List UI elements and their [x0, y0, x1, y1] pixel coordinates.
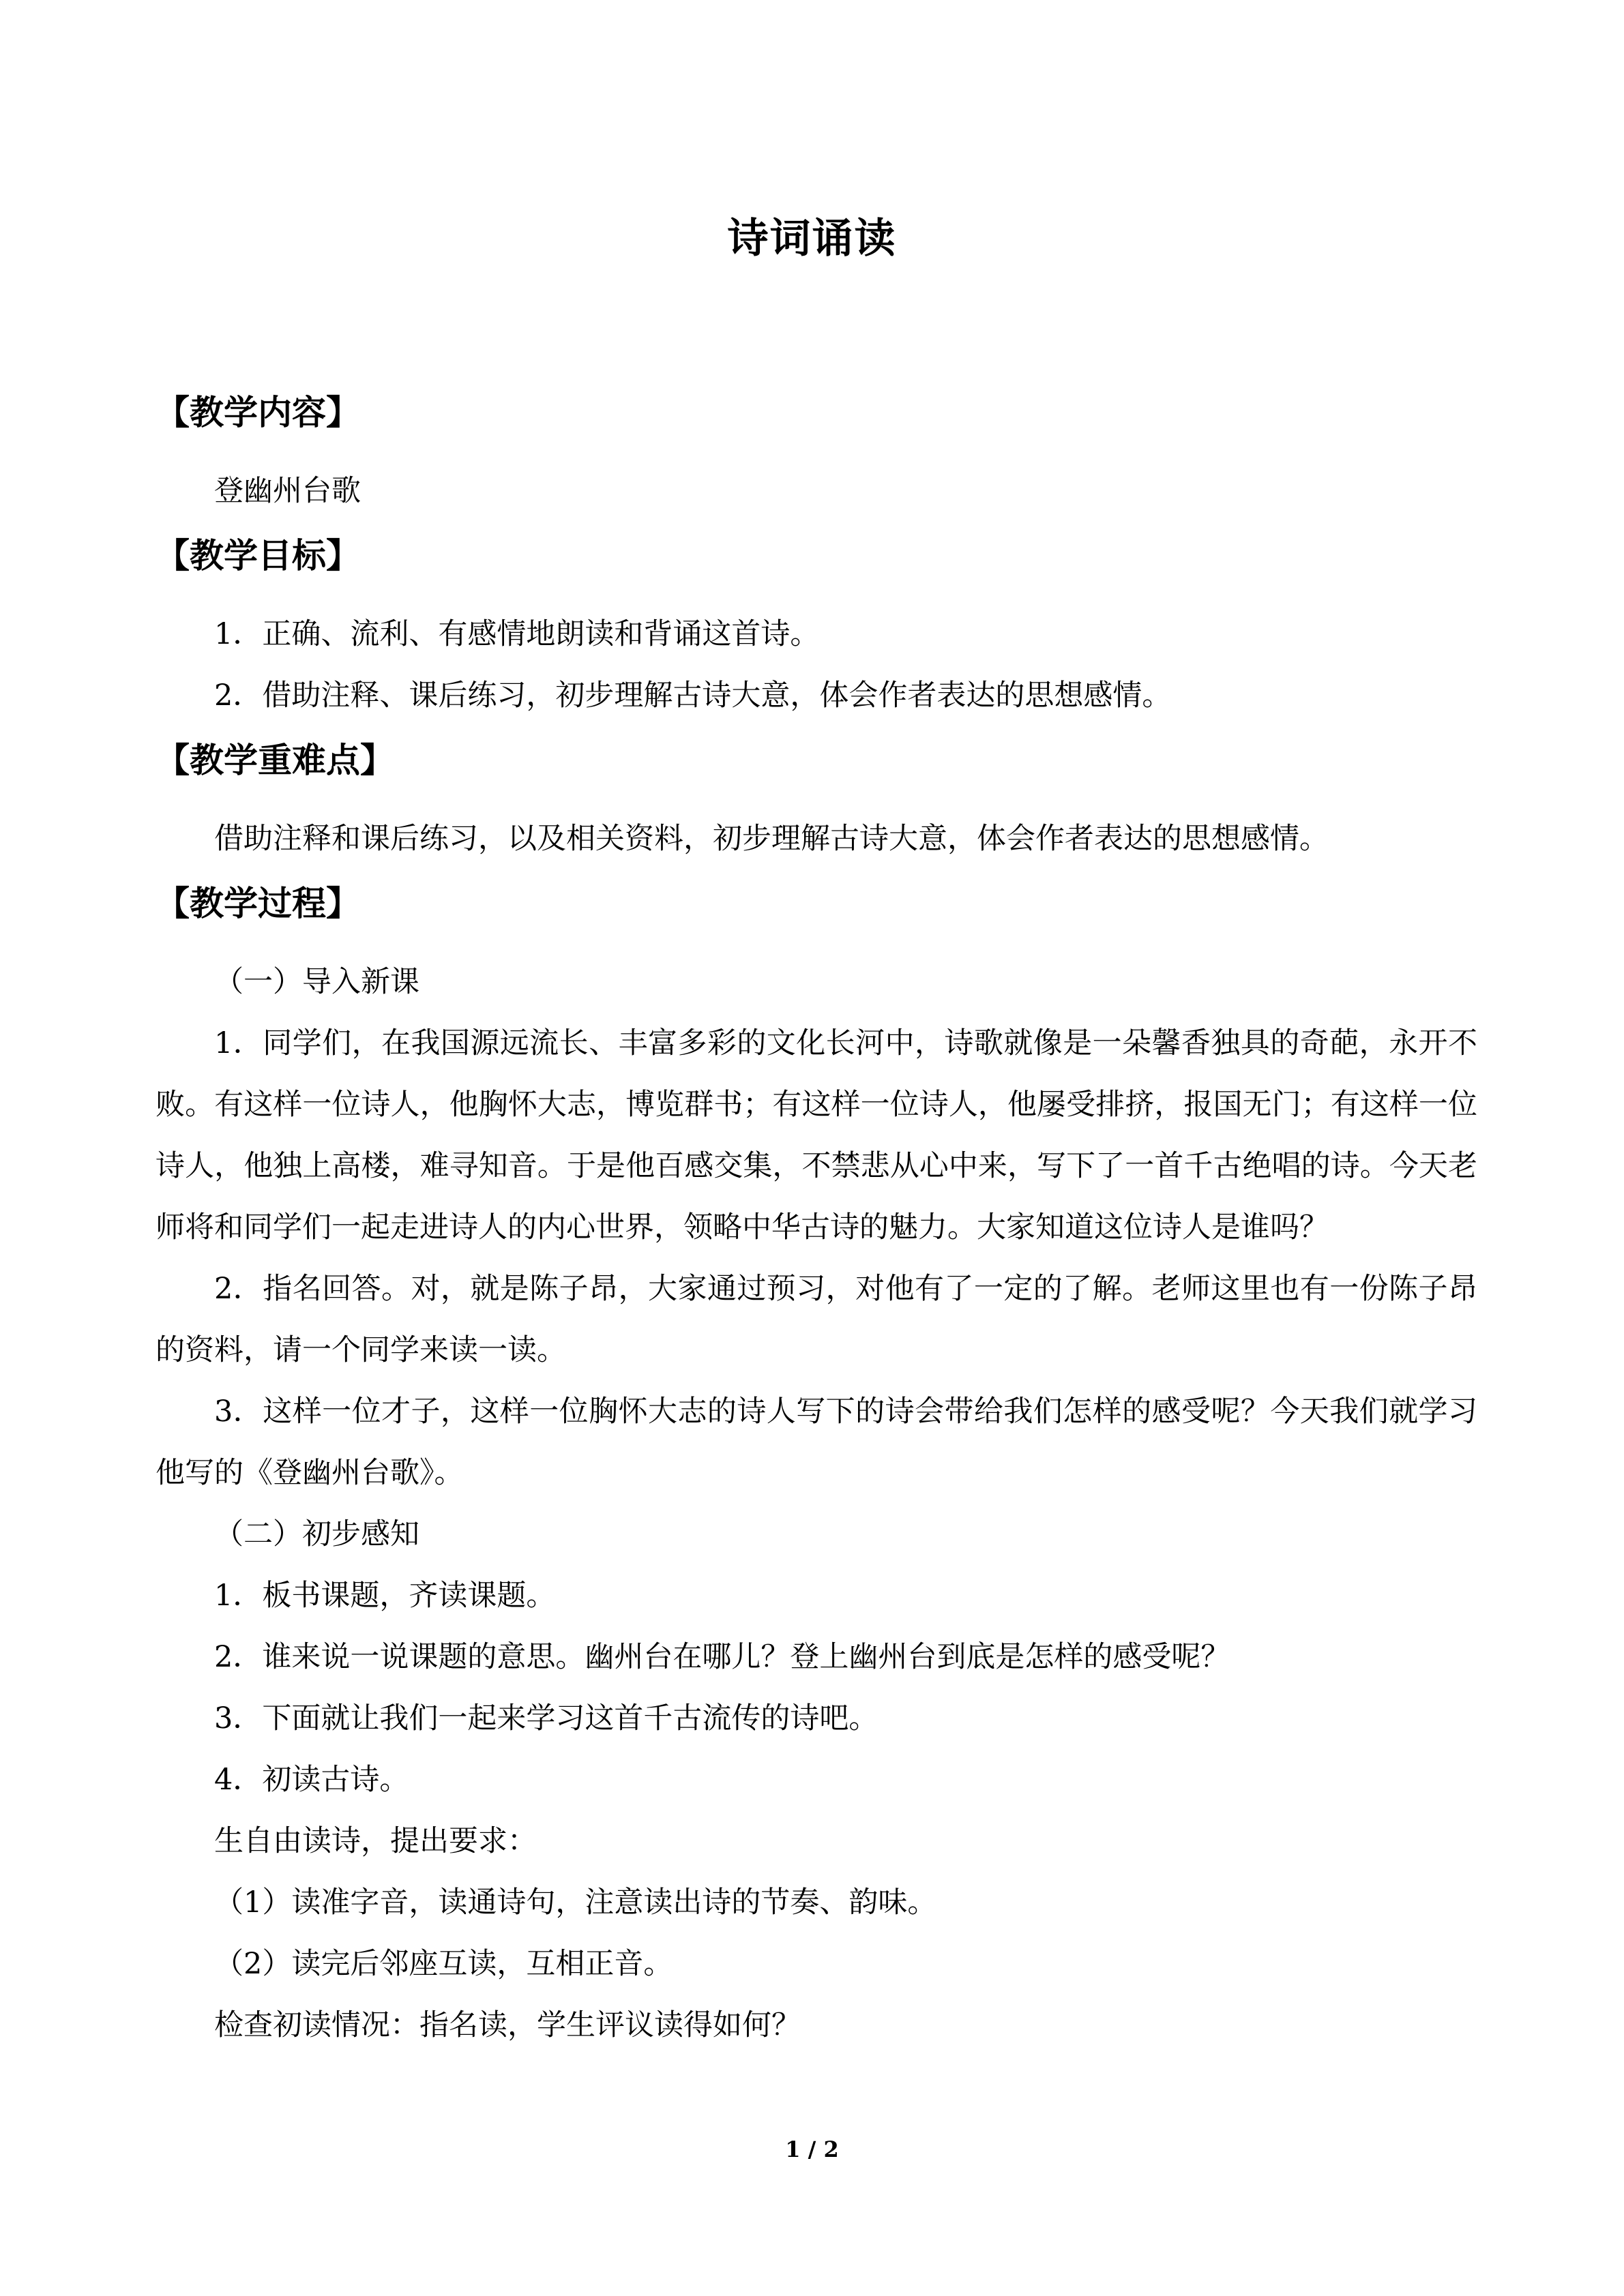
process-part2-step-8: 检查初读情况：指名读，学生评议读得如何？ — [214, 2008, 801, 2042]
objective-item-1: 1．正确、流利、有感情地朗读和背诵这首诗。 — [214, 617, 820, 651]
process-part1-paragraph-2: 2．指名回答。对，就是陈子昂，大家通过预习，对他有了一定的了解。老师这里也有一份陈子昂的资料，请一个同学来读一读。 — [156, 1272, 1477, 1367]
section-heading-content: 【教学内容】 — [156, 393, 360, 432]
page-number: 1 / 2 — [785, 2136, 839, 2162]
process-part1-paragraph-3: 3．这样一位才子，这样一位胸怀大志的诗人写下的诗会带给我们怎样的感受呢？今天我们就学习他写的《登幽州台歌》。 — [156, 1395, 1477, 1490]
process-part2-step-1: 1．板书课题，齐读课题。 — [214, 1579, 556, 1613]
process-part2-step-4: 4．初读古诗。 — [214, 1763, 409, 1797]
process-part1-paragraph-1: 1．同学们，在我国源远流长、丰富多彩的文化长河中，诗歌就像是一朵馨香独具的奇葩，永开不败。有这样一位诗人，他胸怀大志，博览群书；有这样一位诗人，他屡受排挤，报国无门；有这样一位诗人，他独上高楼，难寻知音。于是他百感交集，不禁悲从心中来，写下了一首千古绝唱的诗。今天老师将和同学们一起走进诗人的内心世界，领略中华古诗的魅力。大家知道这位诗人是谁吗？ — [156, 1026, 1477, 1244]
section-heading-process: 【教学过程】 — [156, 884, 360, 923]
process-part2-title: （二）初步感知 — [214, 1517, 419, 1551]
process-part2-step-5: 生自由读诗，提出要求： — [214, 1824, 537, 1858]
document-title: 诗词诵读 — [727, 215, 897, 263]
process-part2-step-2: 2．谁来说一说课题的意思。幽州台在哪儿？登上幽州台到底是怎样的感受呢？ — [214, 1640, 1230, 1674]
key-points-text: 借助注释和课后练习，以及相关资料，初步理解古诗大意，体会作者表达的思想感情。 — [214, 822, 1329, 856]
process-part2-step-6: （1）读准字音，读通诗句，注意读出诗的节奏、韵味。 — [214, 1885, 937, 1920]
document-body — [156, 378, 1477, 2056]
process-part2-step-3: 3．下面就让我们一起来学习这首千古流传的诗吧。 — [214, 1701, 879, 1735]
objective-item-2: 2．借助注释、课后练习，初步理解古诗大意，体会作者表达的思想感情。 — [214, 679, 1172, 713]
content-text: 登幽州台歌 — [214, 474, 361, 508]
process-part2-step-7: （2）读完后邻座互读，互相正音。 — [214, 1947, 673, 1981]
section-heading-objectives: 【教学目标】 — [156, 536, 360, 576]
section-heading-key-points: 【教学重难点】 — [156, 741, 394, 780]
process-part1-title: （一）导入新课 — [214, 965, 419, 999]
